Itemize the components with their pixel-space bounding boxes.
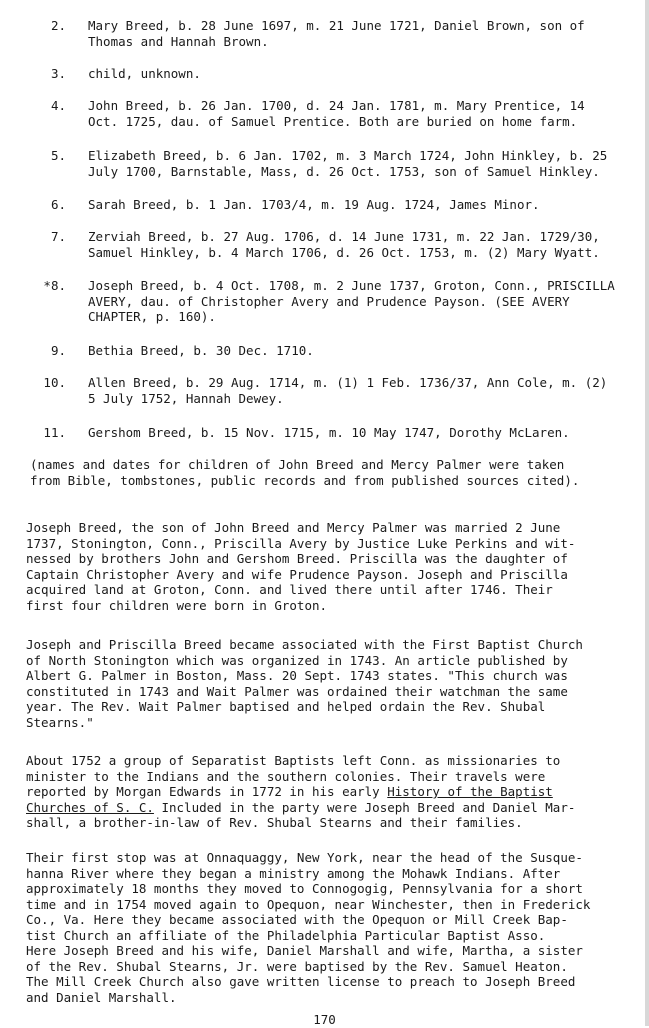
paragraph: Joseph Breed, the son of John Breed and Mercy Palmer was married 2 June 1737, Stonington, Conn., Priscilla Avery by Justice Luke Perkins and wit- nessed by brothers John and Gershom Breed. Priscilla was the daughter of Captain Christopher Avery and wife Prudence Payson. Joseph and Priscilla acquired land at Groton, Conn. and lived there until after 1746. Their first four children were born in Groton. (26, 520, 576, 613)
item-text: Bethia Breed, b. 30 Dec. 1710. (88, 343, 314, 358)
list-item (22, 229, 642, 260)
book-title: History of the Baptist (387, 784, 553, 799)
list-item (22, 66, 642, 82)
paragraph (26, 753, 636, 831)
item-text: child, unknown. (88, 66, 201, 81)
item-number: 10. (43, 375, 66, 390)
item-number: 6. (50, 197, 66, 212)
item-text: Mary Breed, b. 28 June 1697, m. 21 June 1721, Daniel Brown, son of Thomas and Hannah Brown. (88, 18, 585, 49)
item-text: Gershom Breed, b. 15 Nov. 1715, m. 10 May 1747, Dorothy McLaren. (88, 425, 570, 440)
item-text: Allen Breed, b. 29 Aug. 1714, m. (1) 1 Feb. 1736/37, Ann Cole, m. (2) 5 July 1752, Hannah Dewey. (88, 375, 608, 406)
scan-edge (645, 0, 649, 1026)
list-item (22, 98, 642, 129)
paragraph-text: About 1752 a group of Separatist Baptists left Conn. as missionaries to minister to the Indians and the southern colonies. Their travels were reported by Morgan Edwards in 1772 in his early (26, 753, 561, 799)
paragraph: Their first stop was at Onnaquaggy, New York, near the head of the Susque- hanna River where they began a ministry among the Mohawk Indians. After approximately 18 months they moved to Connogogig, Pennsylvania for a short time and in 1754 moved again to Opequon, near Winchester, then in Frederick Co., Va. Here they became associated with the Opequon or Mill Creek Bap- tist Church an affiliate of the Philadelphia Particular Baptist Asso. Here Joseph Breed and his wife, Daniel Marshall and wife, Martha, a sister of the Rev. Shubal Stearns, Jr. were baptised by the Rev. Samuel Heaton. The Mill Creek Church also gave written license to preach to Joseph Breed and Daniel Marshall. (26, 850, 591, 1005)
item-number: 11. (43, 425, 66, 440)
item-text: Zerviah Breed, b. 27 Aug. 1706, d. 14 June 1731, m. 22 Jan. 1729/30, Samuel Hinkley, b. 4 March 1706, d. 26 Oct. 1753, m. (2) Mary Wyatt. (88, 229, 600, 260)
list-item (22, 343, 642, 359)
item-text: Sarah Breed, b. 1 Jan. 1703/4, m. 19 Aug. 1724, James Minor. (88, 197, 540, 212)
list-item (22, 148, 642, 179)
list-item (22, 425, 642, 441)
item-number: 7. (50, 229, 66, 244)
item-text: John Breed, b. 26 Jan. 1700, d. 24 Jan. 1781, m. Mary Prentice, 14 Oct. 1725, dau. of Samuel Prentice. Both are buried on home farm. (88, 98, 585, 129)
item-number: 4. (50, 98, 66, 113)
item-number: 9. (50, 343, 66, 358)
list-item (22, 375, 642, 406)
item-number: 3. (50, 66, 66, 81)
item-number: 2. (50, 18, 66, 33)
list-item (22, 278, 642, 325)
list-item (22, 18, 642, 49)
list-item (22, 197, 642, 213)
book-title: Churches of S. C. (26, 799, 154, 815)
paragraph: Joseph and Priscilla Breed became associated with the First Baptist Church of North Stonington which was organized in 1743. An article published by Albert G. Palmer in Boston, Mass. 20 Sept. 1743 states. "This church was constituted in 1743 and Wait Palmer was ordained their watchman the same year. The Rev. Wait Palmer baptised and helped ordain the Rev. Shubal Stearns." (26, 637, 583, 730)
item-text: Joseph Breed, b. 4 Oct. 1708, m. 2 June 1737, Groton, Conn., PRISCILLA AVERY, dau. of Christopher Avery and Prudence Payson. (SEE AVERY CHAPTER, p. 160). (88, 278, 615, 324)
item-text: Elizabeth Breed, b. 6 Jan. 1702, m. 3 March 1724, John Hinkley, b. 25 July 1700, Barnstable, Mass, d. 26 Oct. 1753, son of Samuel Hinkley. (88, 148, 608, 179)
item-number: 5. (50, 148, 66, 163)
paragraph-text: Included in the party were Joseph Breed and Daniel Mar- shall, a brother-in-law of Rev. Shubal Stearns and their families. (26, 799, 576, 830)
item-number: *8. (43, 278, 66, 293)
source-note: (names and dates for children of John Breed and Mercy Palmer were taken from Bible, tombstones, public records and from published sources cited). (30, 457, 580, 488)
page-number: 170 (313, 1012, 336, 1027)
